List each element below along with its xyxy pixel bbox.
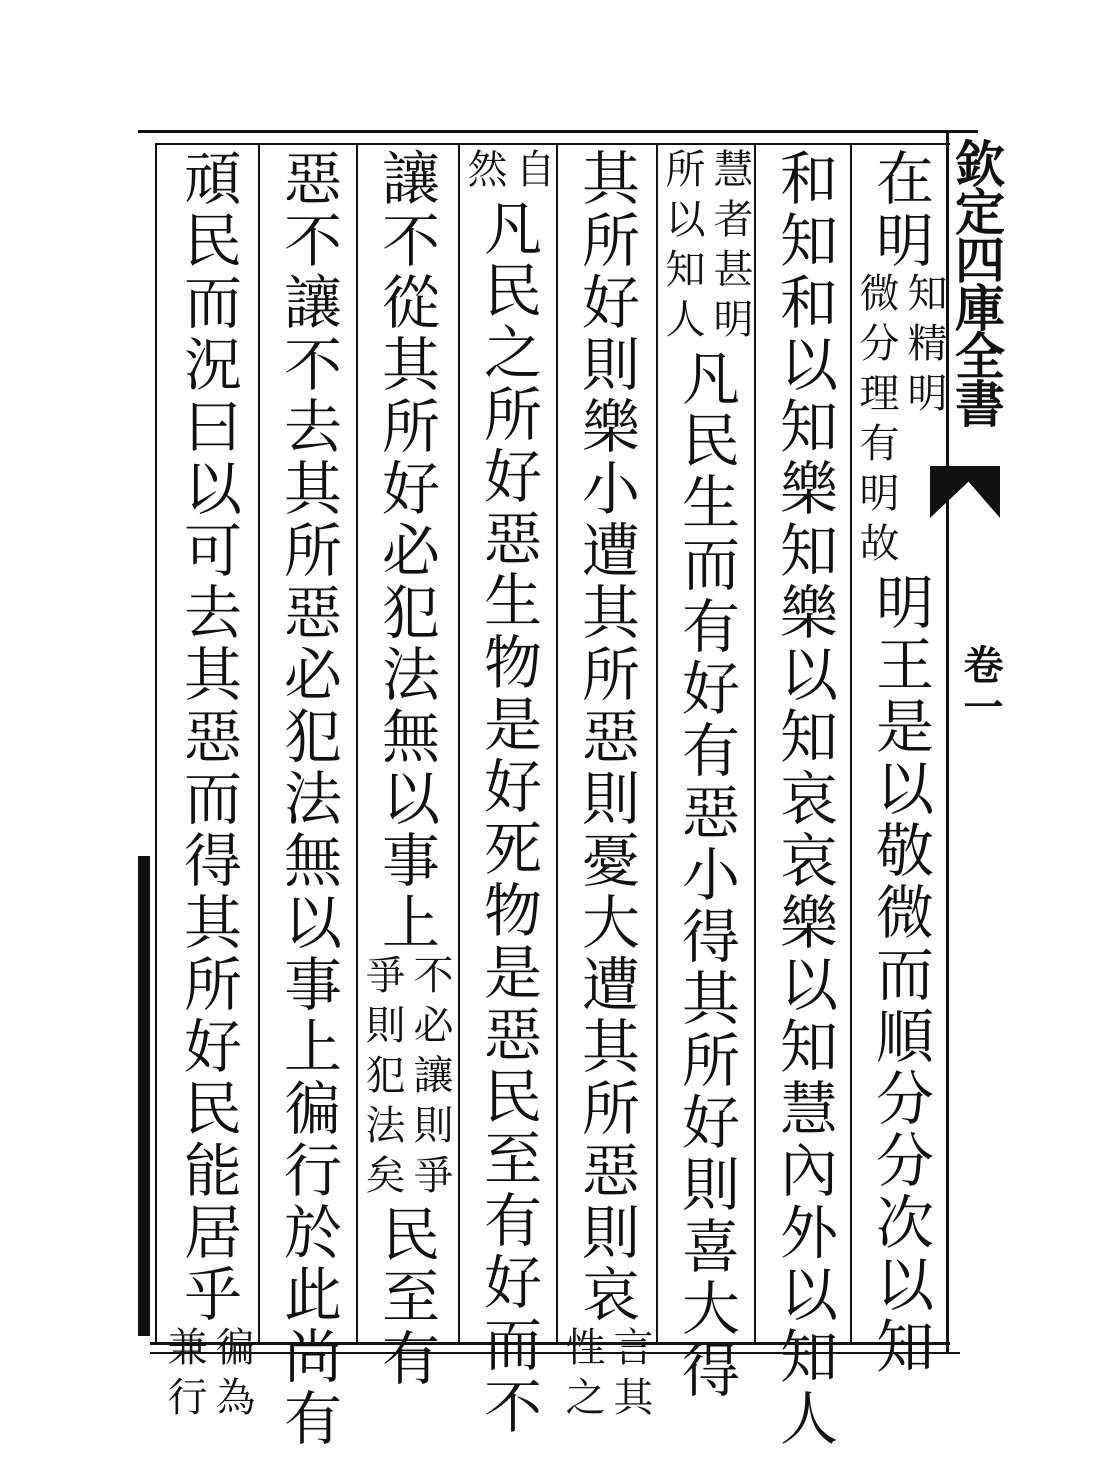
commentary-line: 慧者甚明 (707, 148, 753, 348)
commentary-segment (160, 1326, 256, 1426)
text-column-4 (558, 148, 654, 1426)
main-text-segment (852, 572, 948, 1378)
commentary-line: 爭則犯法矣 (359, 954, 405, 1204)
main-text: 其所好則樂小遭其所惡則憂大遭其所惡則哀 (572, 148, 640, 1326)
commentary-line: 徧為 (209, 1326, 255, 1426)
commentary-line: 言其 (607, 1326, 653, 1426)
text-column-5 (460, 148, 556, 1438)
main-text-segment (756, 148, 852, 1450)
text-column-7 (260, 148, 356, 1450)
left-border (155, 143, 157, 1345)
commentary-line: 自 (509, 148, 555, 198)
book-title: 欽定四庫全書 (947, 138, 1006, 426)
commentary-line: 微分理有明故 (853, 272, 899, 572)
text-column-3 (658, 148, 754, 1402)
binding-bar (138, 856, 150, 1336)
main-text: 凡民之所好惡生物是好死物是惡民至有好而不 (474, 198, 542, 1438)
commentary-note (852, 272, 948, 572)
commentary-line: 所以知人 (659, 148, 705, 348)
commentary-line: 然 (461, 148, 507, 198)
commentary-line: 知精明 (901, 272, 947, 422)
text-column-8 (160, 148, 256, 1426)
commentary-segment (358, 954, 454, 1204)
main-text-segment (558, 148, 654, 1326)
main-text-segment (358, 1204, 454, 1390)
commentary-note (558, 1326, 654, 1426)
commentary-segment (460, 148, 556, 198)
main-text-segment (358, 148, 454, 954)
text-column-2 (756, 148, 852, 1450)
commentary-line: 性之 (559, 1326, 605, 1426)
top-border-inner (155, 143, 950, 145)
top-border (138, 130, 978, 133)
commentary-note (658, 148, 754, 348)
commentary-note (160, 1326, 256, 1426)
main-text-segment (160, 148, 256, 1326)
commentary-line: 兼行 (161, 1326, 207, 1426)
commentary-segment (658, 148, 754, 348)
main-text-segment (460, 198, 556, 1438)
main-text: 在明 (866, 148, 934, 272)
main-text: 讓不從其所好必犯法無以事上 (372, 148, 440, 954)
main-text: 凡民生而有好有惡小得其所好則喜大得 (672, 348, 740, 1402)
main-text: 惡不讓不去其所惡必犯法無以事上徧行於此尚有 (274, 148, 342, 1450)
main-text: 明王是以敬微而順分分次以知 (866, 572, 934, 1378)
commentary-line: 不必讓則爭 (407, 954, 453, 1204)
text-column-6 (358, 148, 454, 1390)
main-text: 頑民而況曰以可去其惡而得其所好民能居乎 (174, 148, 242, 1326)
commentary-note (460, 148, 556, 198)
commentary-segment (558, 1326, 654, 1426)
commentary-segment (852, 272, 948, 572)
juan-label: 卷一 (957, 644, 1004, 728)
main-text-segment (260, 148, 356, 1450)
commentary-note (358, 954, 454, 1204)
main-text: 民至有 (372, 1204, 440, 1390)
main-text: 和知和以知樂知樂以知哀哀樂以知慧內外以知人 (770, 148, 838, 1450)
main-text-segment (658, 348, 754, 1402)
text-column-1 (852, 148, 948, 1378)
main-text-segment (852, 148, 948, 272)
